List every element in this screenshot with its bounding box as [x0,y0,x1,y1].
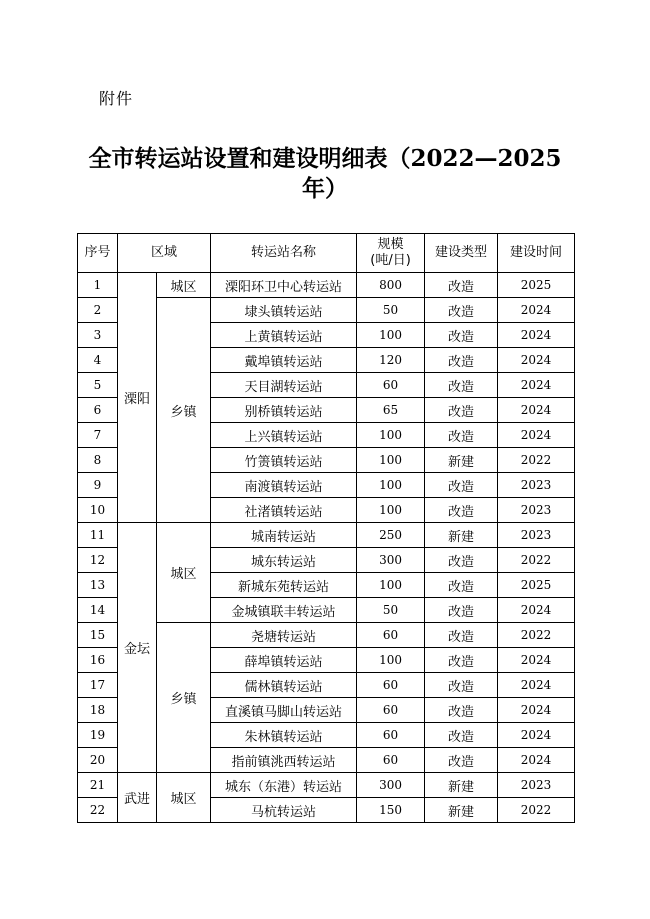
cell-scale: 60 [357,673,425,698]
attachment-label: 附件 [99,89,134,108]
cell-scale: 65 [357,398,425,423]
cell-build-year: 2024 [498,423,575,448]
cell-build-year: 2023 [498,523,575,548]
cell-scale: 60 [357,723,425,748]
header-scale [357,234,425,273]
table-row [78,523,575,548]
cell-station-name: 金城镇联丰转运站 [211,598,357,623]
cell-build-year: 2024 [498,398,575,423]
cell-station-name: 戴埠镇转运站 [211,348,357,373]
cell-build-type: 改造 [425,273,498,298]
cell-scale: 60 [357,698,425,723]
cell-scale: 800 [357,273,425,298]
cell-station-name: 儒林镇转运站 [211,673,357,698]
cell-station-name: 上黄镇转运站 [211,323,357,348]
document-title: 全市转运站设置和建设明细表（2022—2025 [88,145,562,172]
cell-build-type: 新建 [425,448,498,473]
cell-seq: 22 [78,798,118,823]
cell-build-type: 改造 [425,723,498,748]
cell-region-area: 城区 [157,523,211,623]
header-time: 建设时间 [498,234,575,273]
cell-station-name: 城东（东港）转运站 [211,773,357,798]
cell-scale: 120 [357,348,425,373]
document-title-continued: 年） [302,175,348,202]
cell-build-year: 2024 [498,323,575,348]
cell-build-type: 改造 [425,673,498,698]
cell-build-type: 新建 [425,523,498,548]
cell-region-area: 乡镇 [157,298,211,523]
cell-build-type: 改造 [425,623,498,648]
cell-build-type: 改造 [425,373,498,398]
cell-station-name: 朱林镇转运站 [211,723,357,748]
cell-scale: 150 [357,798,425,823]
cell-scale: 100 [357,323,425,348]
cell-station-name: 竹箦镇转运站 [211,448,357,473]
cell-seq: 5 [78,373,118,398]
cell-scale: 100 [357,448,425,473]
cell-build-year: 2024 [498,348,575,373]
cell-seq: 10 [78,498,118,523]
cell-build-year: 2022 [498,548,575,573]
header-seq: 序号 [78,234,118,273]
cell-build-year: 2024 [498,598,575,623]
cell-seq: 19 [78,723,118,748]
cell-scale: 50 [357,598,425,623]
cell-station-name: 指前镇洮西转运站 [211,748,357,773]
cell-station-name: 城南转运站 [211,523,357,548]
cell-seq: 18 [78,698,118,723]
cell-seq: 20 [78,748,118,773]
cell-seq: 12 [78,548,118,573]
cell-region-area: 乡镇 [157,623,211,773]
cell-build-year: 2024 [498,373,575,398]
cell-seq: 7 [78,423,118,448]
cell-build-year: 2024 [498,723,575,748]
cell-scale: 100 [357,648,425,673]
cell-build-type: 改造 [425,323,498,348]
header-scale-line1: 规模 [377,237,404,252]
cell-seq: 2 [78,298,118,323]
cell-seq: 11 [78,523,118,548]
cell-seq: 15 [78,623,118,648]
cell-station-name: 上兴镇转运站 [211,423,357,448]
cell-build-year: 2024 [498,673,575,698]
table-row [78,273,575,298]
cell-station-name: 埭头镇转运站 [211,298,357,323]
cell-station-name: 马杭转运站 [211,798,357,823]
cell-station-name: 直溪镇马脚山转运站 [211,698,357,723]
cell-scale: 100 [357,473,425,498]
cell-build-type: 改造 [425,473,498,498]
cell-build-type: 改造 [425,548,498,573]
cell-build-year: 2022 [498,448,575,473]
cell-station-name: 社渚镇转运站 [211,498,357,523]
cell-station-name: 尧塘转运站 [211,623,357,648]
cell-seq: 6 [78,398,118,423]
cell-station-name: 南渡镇转运站 [211,473,357,498]
cell-build-type: 改造 [425,598,498,623]
cell-build-year: 2025 [498,573,575,598]
cell-seq: 9 [78,473,118,498]
cell-build-year: 2023 [498,498,575,523]
cell-build-type: 改造 [425,748,498,773]
cell-scale: 60 [357,373,425,398]
cell-seq: 4 [78,348,118,373]
cell-scale: 60 [357,623,425,648]
cell-build-type: 改造 [425,298,498,323]
cell-build-type: 新建 [425,773,498,798]
cell-station-name: 薛埠镇转运站 [211,648,357,673]
cell-build-year: 2022 [498,798,575,823]
cell-build-type: 改造 [425,498,498,523]
cell-scale: 100 [357,573,425,598]
cell-seq: 21 [78,773,118,798]
cell-build-year: 2022 [498,623,575,648]
header-region: 区域 [118,234,211,273]
cell-station-name: 别桥镇转运站 [211,398,357,423]
cell-build-year: 2024 [498,748,575,773]
table-header-row [78,234,575,273]
cell-region-district: 武进 [118,773,157,823]
cell-build-type: 改造 [425,573,498,598]
transfer-station-table [77,233,575,823]
cell-build-year: 2024 [498,698,575,723]
cell-seq: 16 [78,648,118,673]
cell-seq: 1 [78,273,118,298]
cell-scale: 100 [357,423,425,448]
cell-region-district: 金坛 [118,523,157,773]
cell-build-year: 2024 [498,298,575,323]
table-row [78,773,575,798]
cell-build-type: 新建 [425,798,498,823]
cell-seq: 13 [78,573,118,598]
cell-scale: 50 [357,298,425,323]
cell-scale: 250 [357,523,425,548]
cell-build-type: 改造 [425,348,498,373]
cell-build-type: 改造 [425,398,498,423]
cell-scale: 300 [357,548,425,573]
cell-station-name: 天目湖转运站 [211,373,357,398]
cell-build-year: 2024 [498,648,575,673]
cell-build-year: 2023 [498,773,575,798]
cell-station-name: 城东转运站 [211,548,357,573]
cell-region-area: 城区 [157,273,211,298]
cell-scale: 100 [357,498,425,523]
cell-seq: 14 [78,598,118,623]
cell-build-type: 改造 [425,648,498,673]
header-type: 建设类型 [425,234,498,273]
cell-region-district: 溧阳 [118,273,157,523]
cell-scale: 60 [357,748,425,773]
cell-region-area: 城区 [157,773,211,823]
cell-build-year: 2025 [498,273,575,298]
cell-build-type: 改造 [425,698,498,723]
cell-build-type: 改造 [425,423,498,448]
cell-station-name: 新城东苑转运站 [211,573,357,598]
header-name: 转运站名称 [211,234,357,273]
header-scale-line2: (吨/日) [370,253,411,268]
cell-seq: 3 [78,323,118,348]
cell-scale: 300 [357,773,425,798]
cell-station-name: 溧阳环卫中心转运站 [211,273,357,298]
cell-seq: 17 [78,673,118,698]
cell-seq: 8 [78,448,118,473]
cell-build-year: 2023 [498,473,575,498]
